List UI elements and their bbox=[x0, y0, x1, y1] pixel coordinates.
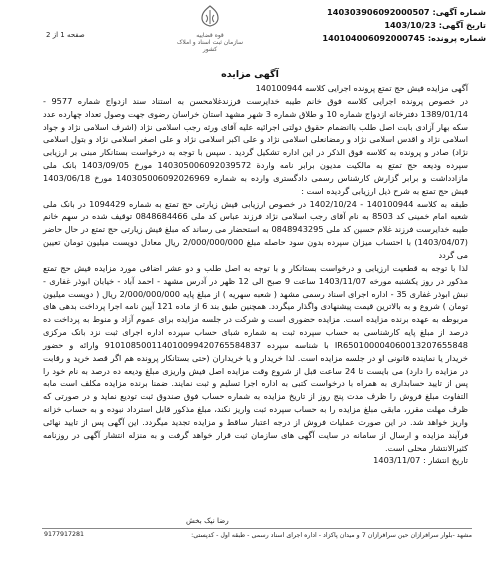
document-title: آگهی مزایده bbox=[221, 69, 279, 80]
org-name-line2: سازمان ثبت اسناد و املاک کشور bbox=[177, 39, 243, 53]
signer-name: رضا نیک بخش bbox=[186, 516, 229, 525]
case-number: شماره پرونده: 140104006092000745 bbox=[322, 33, 486, 43]
publication-date: تاریخ انتشار : 1403/11/07 bbox=[373, 455, 468, 466]
footer-phone: 9177917281 bbox=[44, 531, 85, 538]
notice-number: شماره آگهی: 140303906092000507 bbox=[327, 7, 486, 17]
notice-metadata bbox=[316, 6, 486, 45]
notice-date: تاریخ آگهی: 1403/10/23 bbox=[384, 20, 486, 30]
footer-address: مشهد -بلوار سرافرازان حین سرافرازان 7 و میدان پاکزاد - اداره اجرای اسناد رسمی - طبقه اول - کدپستی: bbox=[191, 532, 472, 539]
footer-divider bbox=[42, 528, 472, 529]
body-paragraph-auction: لذا با توجه به قطعیت ارزیابی و درخواست بستانکار و با توجه به اصل طلب و دو عشر اضافی مورد مزایده فیش حج تمتع مذکور در روز یکشنبه مورخه 1403/11/07 ساعت 9 صبح الی 12 ظهر در آدرس مشهد - احمد آباد - خیابان ابوذر غفاری - نبش ابوذر غفاری 35 - اداره اجرای اسناد رسمی مشهد ( شعبه سهریه ) از مبلغ پایه 2/000/000/000 ریال ( دویست میلیون تومان ) شروع و به بالاترین قیمت پیشنهادی واگذار میگردد. همچنین طبق بند 6 از ماده 121 آیین نامه اجرا پرداخت بدهی های مربوطه به عهده برنده مزایده است. مزایده حضوری است و شرکت در جلسه مزایده برای عموم آزاد و منوط به پرداخت ده درصد از مبلغ پایه کارشناسی به حساب سپرده ثبت به شماره شبای حساب سپرده اداره اجرای ثبت نزد بانک مرکزی IR650100004060013207655848 با شناسه سپرده 910108500114010099420765584837 وارائه و حضور خریدار یا نماینده قانونی او در جلسه مزایده است. لذا خریدار و یا خریداران (حتی بستانکار پرونده هم اگر قصد خرید و رقابت در مزایده را دارد) می بایست تا 24 ساعت قبل از شروع وقت مزایده اصل فیش واریزی مبلغ ودیعه ده درصد به نام خود را پس از تایید حسابداری به همراه با درخواست کتبی به اداره اجرا تسلیم و ثبت نمایند. ضمنا برنده مزایده مکلف است مابه التفاوت مبلغ فروش را ظرف مدت پنج روز از تاریخ مزایده به شماره حساب فوق صندوق ثبت تودیع نماید و در صورتی که ظرف مهلت مقرر، مابقی مبلغ مزایده را به حساب سپرده ثبت واریز نکند، مبلغ مذکور قابل استرداد نبوده و به حساب خزانه واریز خواهد شد. در این صورت عملیات فروش از درجه اعتبار ساقط و مزایده تجدید میگردد. این آگهی پس از تایید نهائی فرآیند مزایده و ارسال از سامانه در سایت آگهی های سازمان ثبت قرار خواهد گرفت و به منزله انتشار آگهی در روزنامه کثیرالانتشار محلی است. bbox=[43, 262, 469, 453]
org-name-line1: قوه قضاییه bbox=[196, 32, 224, 39]
notice-body bbox=[43, 82, 468, 467]
emblem-icon bbox=[196, 4, 224, 28]
organization-logo bbox=[170, 4, 250, 53]
body-paragraph-appraisal: طبقه به کلاسه 140100944 - 1402/10/24 در خصوص ارزیابی فیش زیارتی حج تمتع به شماره 1094429 در بانک ملی شعبه امام خمینی کد 8503 به نام آقای رجب اسلامی نژاد فرزند عباس کد ملی 0848684466 توقیف شده در سهم خانم طیبه خدایرست فرزند غلام حسین کد ملی 0848943295 به استحضار می رساند که مبلغ فیش زیارتی حج تمتع در حال حاضر (1403/04/07) با احتساب میزان سپرده بدون سود حاصله مبلغ 2/000/000/000 ریال معادل دویست میلیون تومان تعیین می گردد bbox=[43, 198, 469, 260]
body-paragraph-heading: آگهی مزایده فیش حج تمتع پرونده اجرایی کلاسه 140100944 bbox=[255, 83, 468, 93]
body-paragraph-case: در خصوص پرونده اجرایی کلاسه فوق خانم طیبه خدایرست فرزندغلامحسن به استناد سند ازدواج شماره 9577 - 1389/01/14 دفترخانه ازدواج شماره 10 و طلاق شماره 3 شهر مشهد استان خراسان رضوی جهت وصول تعداد چهارده عدد سکه بهار آزادی بابت اصل طلب باانضمام حقوق دولتی اجرائیه علیه آقای ورثه رجب اسلامی نژاد (اشرف اسلامی نژاد و جواد اسلامی نژاد و اقدس اسلامی نژاد و رمضانعلی اسلامی نژاد و علی اکبر اسلامی نژاد و علی اصغر اسلامی نژاد و بتول اسلامی نژاد) صادر و پرونده به کلاسه فوق الذکر در این اداره تشکیل گردید . سپس با توجه به درخواست بستانکار مبنی بر ارزیابی سپرده ودیعه حج تمتع به مالکیت مدیون برابر نامه واردة 140305006092039572 مورخ 1403/09/05 بانک ملی مازادداشت و برابر گزارش کارشناس رسمی دادگستری وارده به شماره 140305006092026969 مورخ 1403/06/18 فیش حج تمتع به شرح ذیل ارزیابی گردیده است : bbox=[43, 95, 468, 196]
page-indicator: صفحه 1 از 2 bbox=[46, 31, 85, 39]
